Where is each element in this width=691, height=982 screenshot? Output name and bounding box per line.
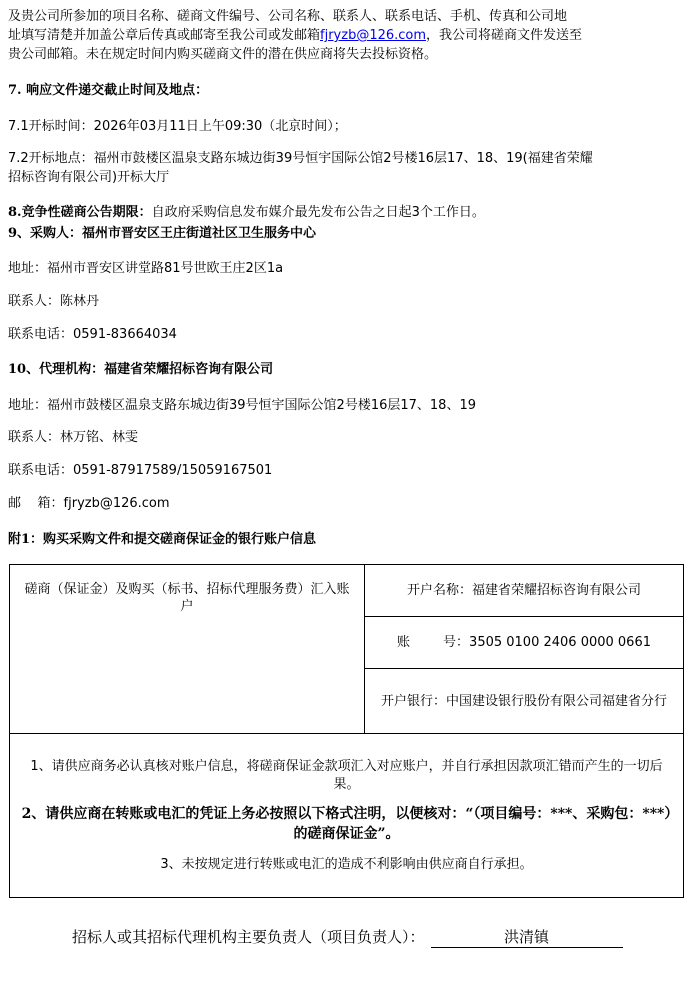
account-name-cell: 开户名称：福建省荣耀招标咨询有限公司 bbox=[365, 565, 684, 617]
section-9-heading: 9、采购人：福州市晋安区王庄街道社区卫生服务中心 bbox=[8, 226, 317, 241]
appendix-heading: 附1：购买采购文件和提交磋商保证金的银行账户信息 bbox=[8, 532, 317, 547]
section-7-heading: 7. 响应文件递交截止时间及地点： bbox=[8, 83, 209, 98]
section-8-heading: 8.竞争性磋商公告期限： bbox=[8, 205, 152, 220]
note-3: 3、未按规定进行转账或电汇的造成不利影响由供应商自行承担。 bbox=[160, 856, 533, 872]
bank-account-table bbox=[9, 564, 684, 898]
section-7-item-1: 7.1开标时间：2026年03月11日上午09:30（北京时间）； bbox=[8, 119, 347, 134]
intro-paragraph bbox=[8, 7, 681, 64]
section-10-mail-value[interactable]: fjryzb@126.com bbox=[63, 496, 170, 511]
section-7-item-2: 7.2开标地点：福州市鼓楼区温泉支路东城边街39号恒宇国际公馆2号楼16层17、18、19(福建省荣耀 招标咨询有限公司)开标大厅 bbox=[8, 151, 593, 185]
bank-name-cell: 开户银行：中国建设银行股份有限公司福建省分行 bbox=[365, 669, 684, 734]
intro-line-3: 贵公司邮箱。未在规定时间内购买磋商文件的潜在供应商将失去投标资格。 bbox=[8, 47, 438, 62]
account-number-cell: 账 号：3505 0100 2406 0000 0661 bbox=[365, 617, 684, 669]
section-10-mail: 邮 箱：fjryzb@126.com bbox=[8, 496, 170, 511]
section-10-address: 地址：福州市鼓楼区温泉支路东城边街39号恒宇国际公馆2号楼16层17、18、19 bbox=[8, 398, 476, 413]
account-purpose-cell: 磋商（保证金）及购买（标书、招标代理服务费）汇入账户 bbox=[10, 565, 365, 734]
section-9-phone: 联系电话：0591-83664034 bbox=[8, 327, 177, 342]
section-10-phone: 联系电话：0591-87917589/15059167501 bbox=[8, 463, 273, 478]
notes-cell bbox=[10, 734, 684, 898]
note-1: 1、请供应商务必认真核对账户信息，将磋商保证金款项汇入对应账户，并自行承担因款项汇错而产生的一切后果。 bbox=[30, 758, 663, 792]
note-2: 2、请供应商在转账或电汇的凭证上务必按照以下格式注明，以便核对：“（项目编号：***、采购包：***）的磋商保证金”。 bbox=[21, 805, 672, 842]
intro-email-link[interactable]: fjryzb@126.com bbox=[320, 28, 427, 43]
section-10-contact: 联系人：林万铭、林雯 bbox=[8, 430, 139, 445]
intro-line-1: 及贵公司所参加的项目名称、磋商文件编号、公司名称、联系人、联系电话、手机、传真和公司地 bbox=[8, 9, 568, 24]
section-8-text: 自政府采购信息发布媒介最先发布公告之日起3个工作日。 bbox=[151, 205, 485, 220]
signature-line bbox=[72, 926, 623, 948]
signature-label: 招标人或其招标代理机构主要负责人（项目负责人）： bbox=[72, 928, 425, 946]
section-9-address: 地址：福州市晋安区讲堂路81号世欧王庄2区1a bbox=[8, 261, 284, 276]
intro-line-2: 址填写清楚并加盖公章后传真或邮寄至我公司或发邮箱fjryzb@126.com，我公司将磋商文件发送至 bbox=[8, 28, 583, 43]
account-number-value: 3505 0100 2406 0000 0661 bbox=[469, 635, 651, 650]
section-9-contact: 联系人：陈林丹 bbox=[8, 294, 100, 309]
section-8 bbox=[8, 203, 681, 222]
signature-name: 洪清镇 bbox=[431, 926, 623, 948]
section-10-heading: 10、代理机构：福建省荣耀招标咨询有限公司 bbox=[8, 362, 274, 377]
